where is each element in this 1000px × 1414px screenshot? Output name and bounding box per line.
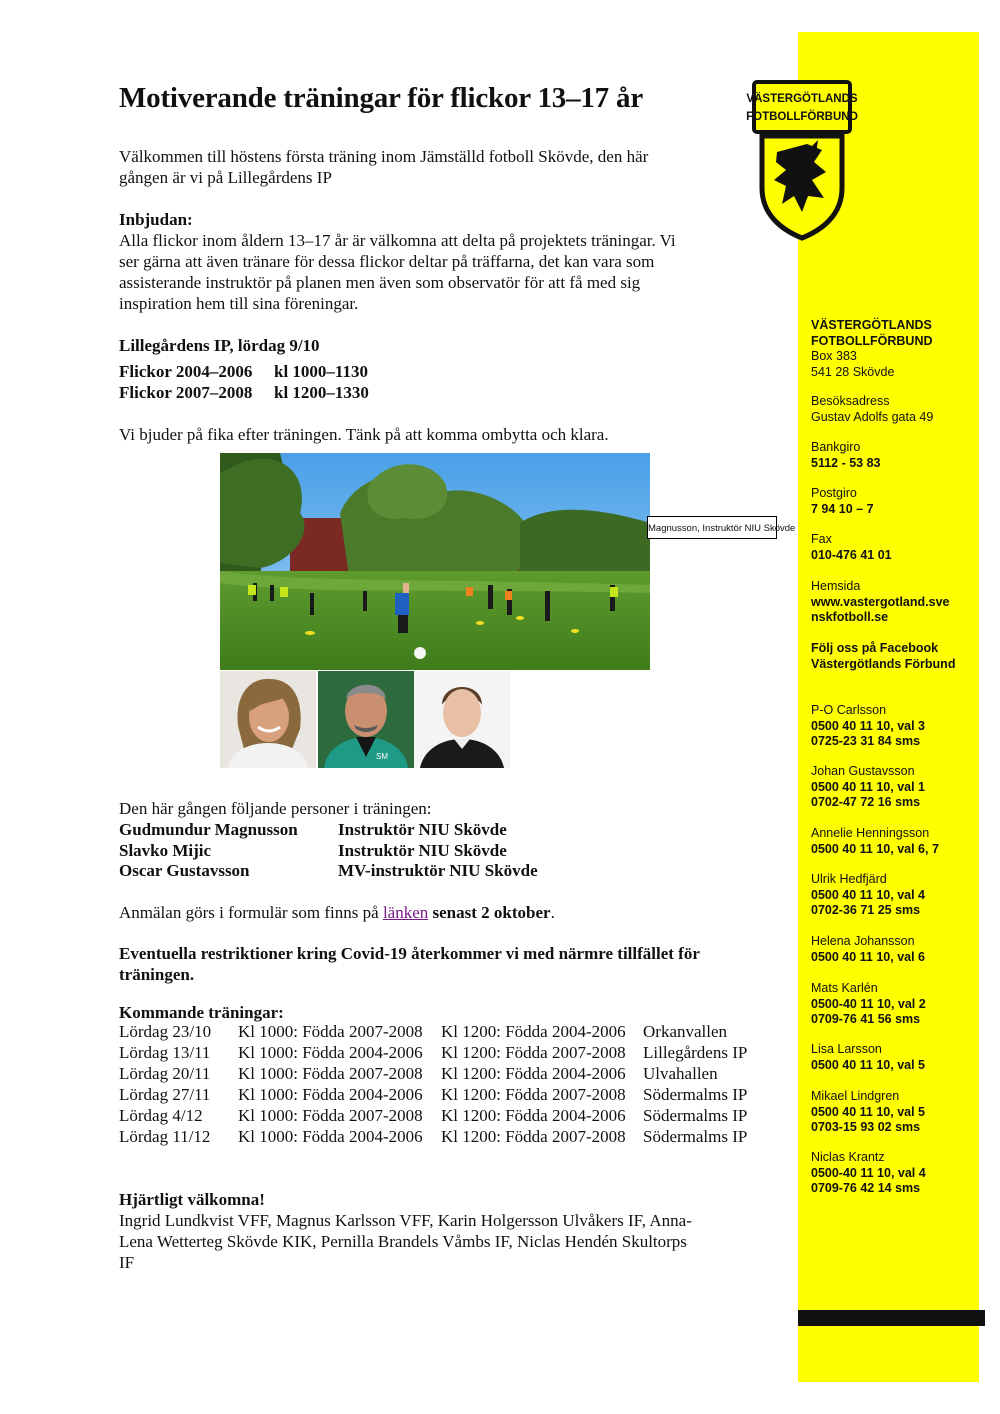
sidebar-facebook-line1: Följ oss på Facebook <box>811 641 939 655</box>
sidebar-org-line1: VÄSTERGÖTLANDS <box>811 318 932 332</box>
contact-name: Helena Johansson <box>811 934 915 948</box>
schedule-slot-1: Kl 1000: Födda 2004-2006 <box>238 1043 423 1062</box>
schedule-date: Lördag 13/11 <box>119 1043 211 1062</box>
schedule-date: Lördag 27/11 <box>119 1085 211 1104</box>
sidebar-contact <box>811 703 986 750</box>
sidebar-box: Box 383 <box>811 349 857 363</box>
contact-phone: 0500 40 11 10, val 6, 7 <box>811 841 939 856</box>
person-row <box>119 860 739 881</box>
schedule-slot-2: Kl 1200: Födda 2004-2006 <box>441 1064 626 1083</box>
contact-phone: 0709-76 42 14 sms <box>811 1181 921 1195</box>
person-row <box>119 840 739 861</box>
sidebar-fax-label: Fax <box>811 532 832 546</box>
sidebar-contact <box>811 1089 986 1136</box>
training-photo <box>220 453 650 670</box>
sidebar-contact <box>811 872 986 919</box>
portrait-oscar-gustavsson <box>414 671 510 768</box>
sidebar-contact <box>811 934 986 965</box>
sidebar-web-link-line1[interactable]: www.vastergotland.sve <box>811 594 950 609</box>
schedule-slot-2: Kl 1200: Födda 2004-2006 <box>441 1106 626 1125</box>
schedule-slot-1: Kl 1000: Födda 2004-2006 <box>238 1085 423 1104</box>
registration-end: . <box>550 903 555 922</box>
sidebar-bankgiro-label: Bankgiro <box>811 440 861 454</box>
contact-phone: 0500 40 11 10, val 5 <box>811 1057 925 1072</box>
schedule-slot-1: Kl 1000: Födda 2007-2008 <box>238 1022 423 1041</box>
event-place-date: Lillegårdens IP, lördag 9/10 <box>119 336 320 355</box>
contact-phone: 0500-40 11 10, val 4 <box>811 1165 926 1180</box>
table-row <box>119 1064 747 1085</box>
people-intro: Den här gången följande personer i träningen: <box>119 799 432 818</box>
svg-text:VÄSTERGÖTLANDS: VÄSTERGÖTLANDS <box>746 93 858 105</box>
schedule-venue: Södermalms IP <box>643 1085 748 1104</box>
intro-line: Välkommen till höstens första träning inom Jämställd fotboll Skövde, den här <box>119 147 649 166</box>
sidebar-postgiro-label: Postgiro <box>811 486 857 500</box>
sidebar-web <box>811 579 986 626</box>
schedule-slot-1: Kl 1000: Födda 2007-2008 <box>238 1106 423 1125</box>
contact-phone: 0500 40 11 10, val 5 <box>811 1104 925 1119</box>
invitation-section <box>119 209 739 314</box>
sidebar-facebook-line2: Västergötlands Förbund <box>811 656 956 671</box>
sidebar-org-line2: FOTBOLLFÖRBUND <box>811 333 933 348</box>
page-title: Motiverande träningar för flickor 13–17 år <box>119 82 643 114</box>
schedule-venue: Lillegårdens IP <box>643 1043 748 1062</box>
signatories-line: Lena Wetterteg Skövde KIK, Pernilla Brandels Våmbs IF, Niclas Hendén Skultorps <box>119 1232 687 1251</box>
schedule-venue: Södermalms IP <box>643 1127 748 1146</box>
contact-phone: 0500 40 11 10, val 6 <box>811 949 925 964</box>
welcome-heading: Hjärtligt välkomna! <box>119 1190 265 1209</box>
invitation-line: inspiration hem till sina föreningar. <box>119 294 359 313</box>
sidebar-facebook <box>811 641 986 672</box>
sidebar-postal: 541 28 Skövde <box>811 364 895 379</box>
schedule-venue: Orkanvallen <box>643 1022 728 1041</box>
person-row <box>119 819 739 840</box>
sidebar-divider-bar <box>798 1310 985 1326</box>
sidebar-visit-value: Gustav Adolfs gata 49 <box>811 409 934 424</box>
event-group-row <box>119 361 739 382</box>
contact-name: Ulrik Hedfjärd <box>811 872 887 886</box>
contact-name: P-O Carlsson <box>811 703 887 717</box>
table-row <box>119 1085 747 1106</box>
person-name: Oscar Gustavsson <box>119 861 250 880</box>
invitation-heading: Inbjudan: <box>119 210 193 229</box>
federation-logo <box>746 80 858 240</box>
contact-name: Annelie Henningsson <box>811 826 930 840</box>
sidebar-fax-value: 010-476 41 01 <box>811 547 892 562</box>
contact-phone: 0725-23 31 84 sms <box>811 734 921 748</box>
signatories-line: IF <box>119 1253 135 1272</box>
sidebar-bankgiro-value: 5112 - 53 83 <box>811 455 881 470</box>
event-group-name: Flickor 2004–2006 <box>119 362 253 381</box>
event-group-time: kl 1000–1130 <box>274 362 368 381</box>
invitation-line: assisterande instruktör på planen men även som observatör för att få med sig <box>119 273 641 292</box>
registration-deadline: senast 2 oktober <box>428 903 551 922</box>
registration-text: Anmälan görs i formulär som finns på <box>119 903 383 922</box>
sidebar-visit-label: Besöksadress <box>811 394 890 408</box>
sidebar-web-label: Hemsida <box>811 579 861 593</box>
event-group-time: kl 1200–1330 <box>274 383 369 402</box>
table-row <box>119 1022 747 1043</box>
portrait-slavko-mijic <box>318 671 414 768</box>
sidebar-contact <box>811 981 986 1028</box>
person-name: Gudmundur Magnusson <box>119 820 298 839</box>
sidebar-postgiro <box>811 486 986 517</box>
contact-phone: 0500-40 11 10, val 2 <box>811 996 926 1011</box>
registration-link[interactable]: länken <box>382 903 429 922</box>
contact-phone: 0500 40 11 10, val 4 <box>811 887 925 902</box>
schedule-date: Lördag 11/12 <box>119 1127 211 1146</box>
table-row <box>119 1106 747 1127</box>
contact-name: Lisa Larsson <box>811 1042 882 1056</box>
svg-text:SM: SM <box>376 752 388 761</box>
upcoming-heading: Kommande träningar: <box>119 1003 284 1022</box>
covid-line: Eventuella restriktioner kring Covid-19 återkommer vi med närmre tillfället för <box>119 944 700 963</box>
person-role: Instruktör NIU Skövde <box>338 841 507 860</box>
event-group-row <box>119 382 739 403</box>
sidebar-contact <box>811 1150 986 1197</box>
photo-caption: Magnusson, Instruktör NIU Skövde <box>647 516 777 539</box>
svg-text:FOTBOLLFÖRBUND: FOTBOLLFÖRBUND <box>746 111 858 123</box>
sidebar-fax <box>811 532 986 563</box>
sidebar-visit <box>811 394 986 425</box>
invitation-line: Alla flickor inom åldern 13–17 år är välkomna att delta på projektets träningar. Vi <box>119 231 676 250</box>
signatories-line: Ingrid Lundkvist VFF, Magnus Karlsson VFF, Karin Holgersson Ulvåkers IF, Anna- <box>119 1211 692 1230</box>
sidebar-web-link-line2[interactable]: nskfotboll.se <box>811 610 889 624</box>
schedule-venue: Södermalms IP <box>643 1106 748 1125</box>
schedule-slot-2: Kl 1200: Födda 2007-2008 <box>441 1127 626 1146</box>
portrait-gudmundur-magnusson <box>220 671 316 768</box>
schedule-slot-1: Kl 1000: Födda 2004-2006 <box>238 1127 423 1146</box>
person-name: Slavko Mijic <box>119 841 212 860</box>
contact-name: Mats Karlén <box>811 981 878 995</box>
person-role: MV-instruktör NIU Skövde <box>338 861 538 880</box>
contact-name: Mikael Lindgren <box>811 1089 900 1103</box>
sidebar-contact <box>811 764 986 811</box>
sidebar-contact <box>811 826 986 857</box>
contact-phone: 0500 40 11 10, val 3 <box>811 718 925 733</box>
contact-name: Niclas Krantz <box>811 1150 885 1164</box>
invitation-line: ser gärna att även tränare för dessa flickor deltar på träffarna, det kan vara som <box>119 252 655 271</box>
contact-phone: 0702-47 72 16 sms <box>811 795 921 809</box>
sidebar-postgiro-value: 7 94 10 – 7 <box>811 501 874 516</box>
table-row <box>119 1127 747 1148</box>
registration-note <box>119 902 739 923</box>
covid-line: träningen. <box>119 965 195 984</box>
schedule-slot-2: Kl 1200: Födda 2007-2008 <box>441 1043 626 1062</box>
contact-phone: 0703-15 93 02 sms <box>811 1120 921 1134</box>
sidebar-org <box>811 318 986 380</box>
intro-line: gången är vi på Lillegårdens IP <box>119 168 332 187</box>
event-group-name: Flickor 2007–2008 <box>119 383 253 402</box>
table-row <box>119 1043 747 1064</box>
sidebar-bankgiro <box>811 440 986 471</box>
schedule-slot-2: Kl 1200: Födda 2007-2008 <box>441 1085 626 1104</box>
covid-note <box>119 943 739 985</box>
schedule-date: Lördag 4/12 <box>119 1106 203 1125</box>
contact-phone: 0500 40 11 10, val 1 <box>811 779 925 794</box>
upcoming-schedule-table <box>119 1022 747 1148</box>
person-role: Instruktör NIU Skövde <box>338 820 507 839</box>
welcome-signatories <box>119 1210 739 1273</box>
intro-paragraph <box>119 146 739 188</box>
schedule-slot-2: Kl 1200: Födda 2004-2006 <box>441 1022 626 1041</box>
sidebar-contact <box>811 1042 986 1073</box>
contact-phone: 0702-36 71 25 sms <box>811 903 921 917</box>
schedule-date: Lördag 20/11 <box>119 1064 211 1083</box>
contact-phone: 0709-76 41 56 sms <box>811 1012 921 1026</box>
fika-note: Vi bjuder på fika efter träningen. Tänk på att komma ombytta och klara. <box>119 425 609 444</box>
schedule-venue: Ulvahallen <box>643 1064 718 1083</box>
contact-name: Johan Gustavsson <box>811 764 915 778</box>
schedule-slot-1: Kl 1000: Födda 2007-2008 <box>238 1064 423 1083</box>
schedule-date: Lördag 23/10 <box>119 1022 212 1041</box>
